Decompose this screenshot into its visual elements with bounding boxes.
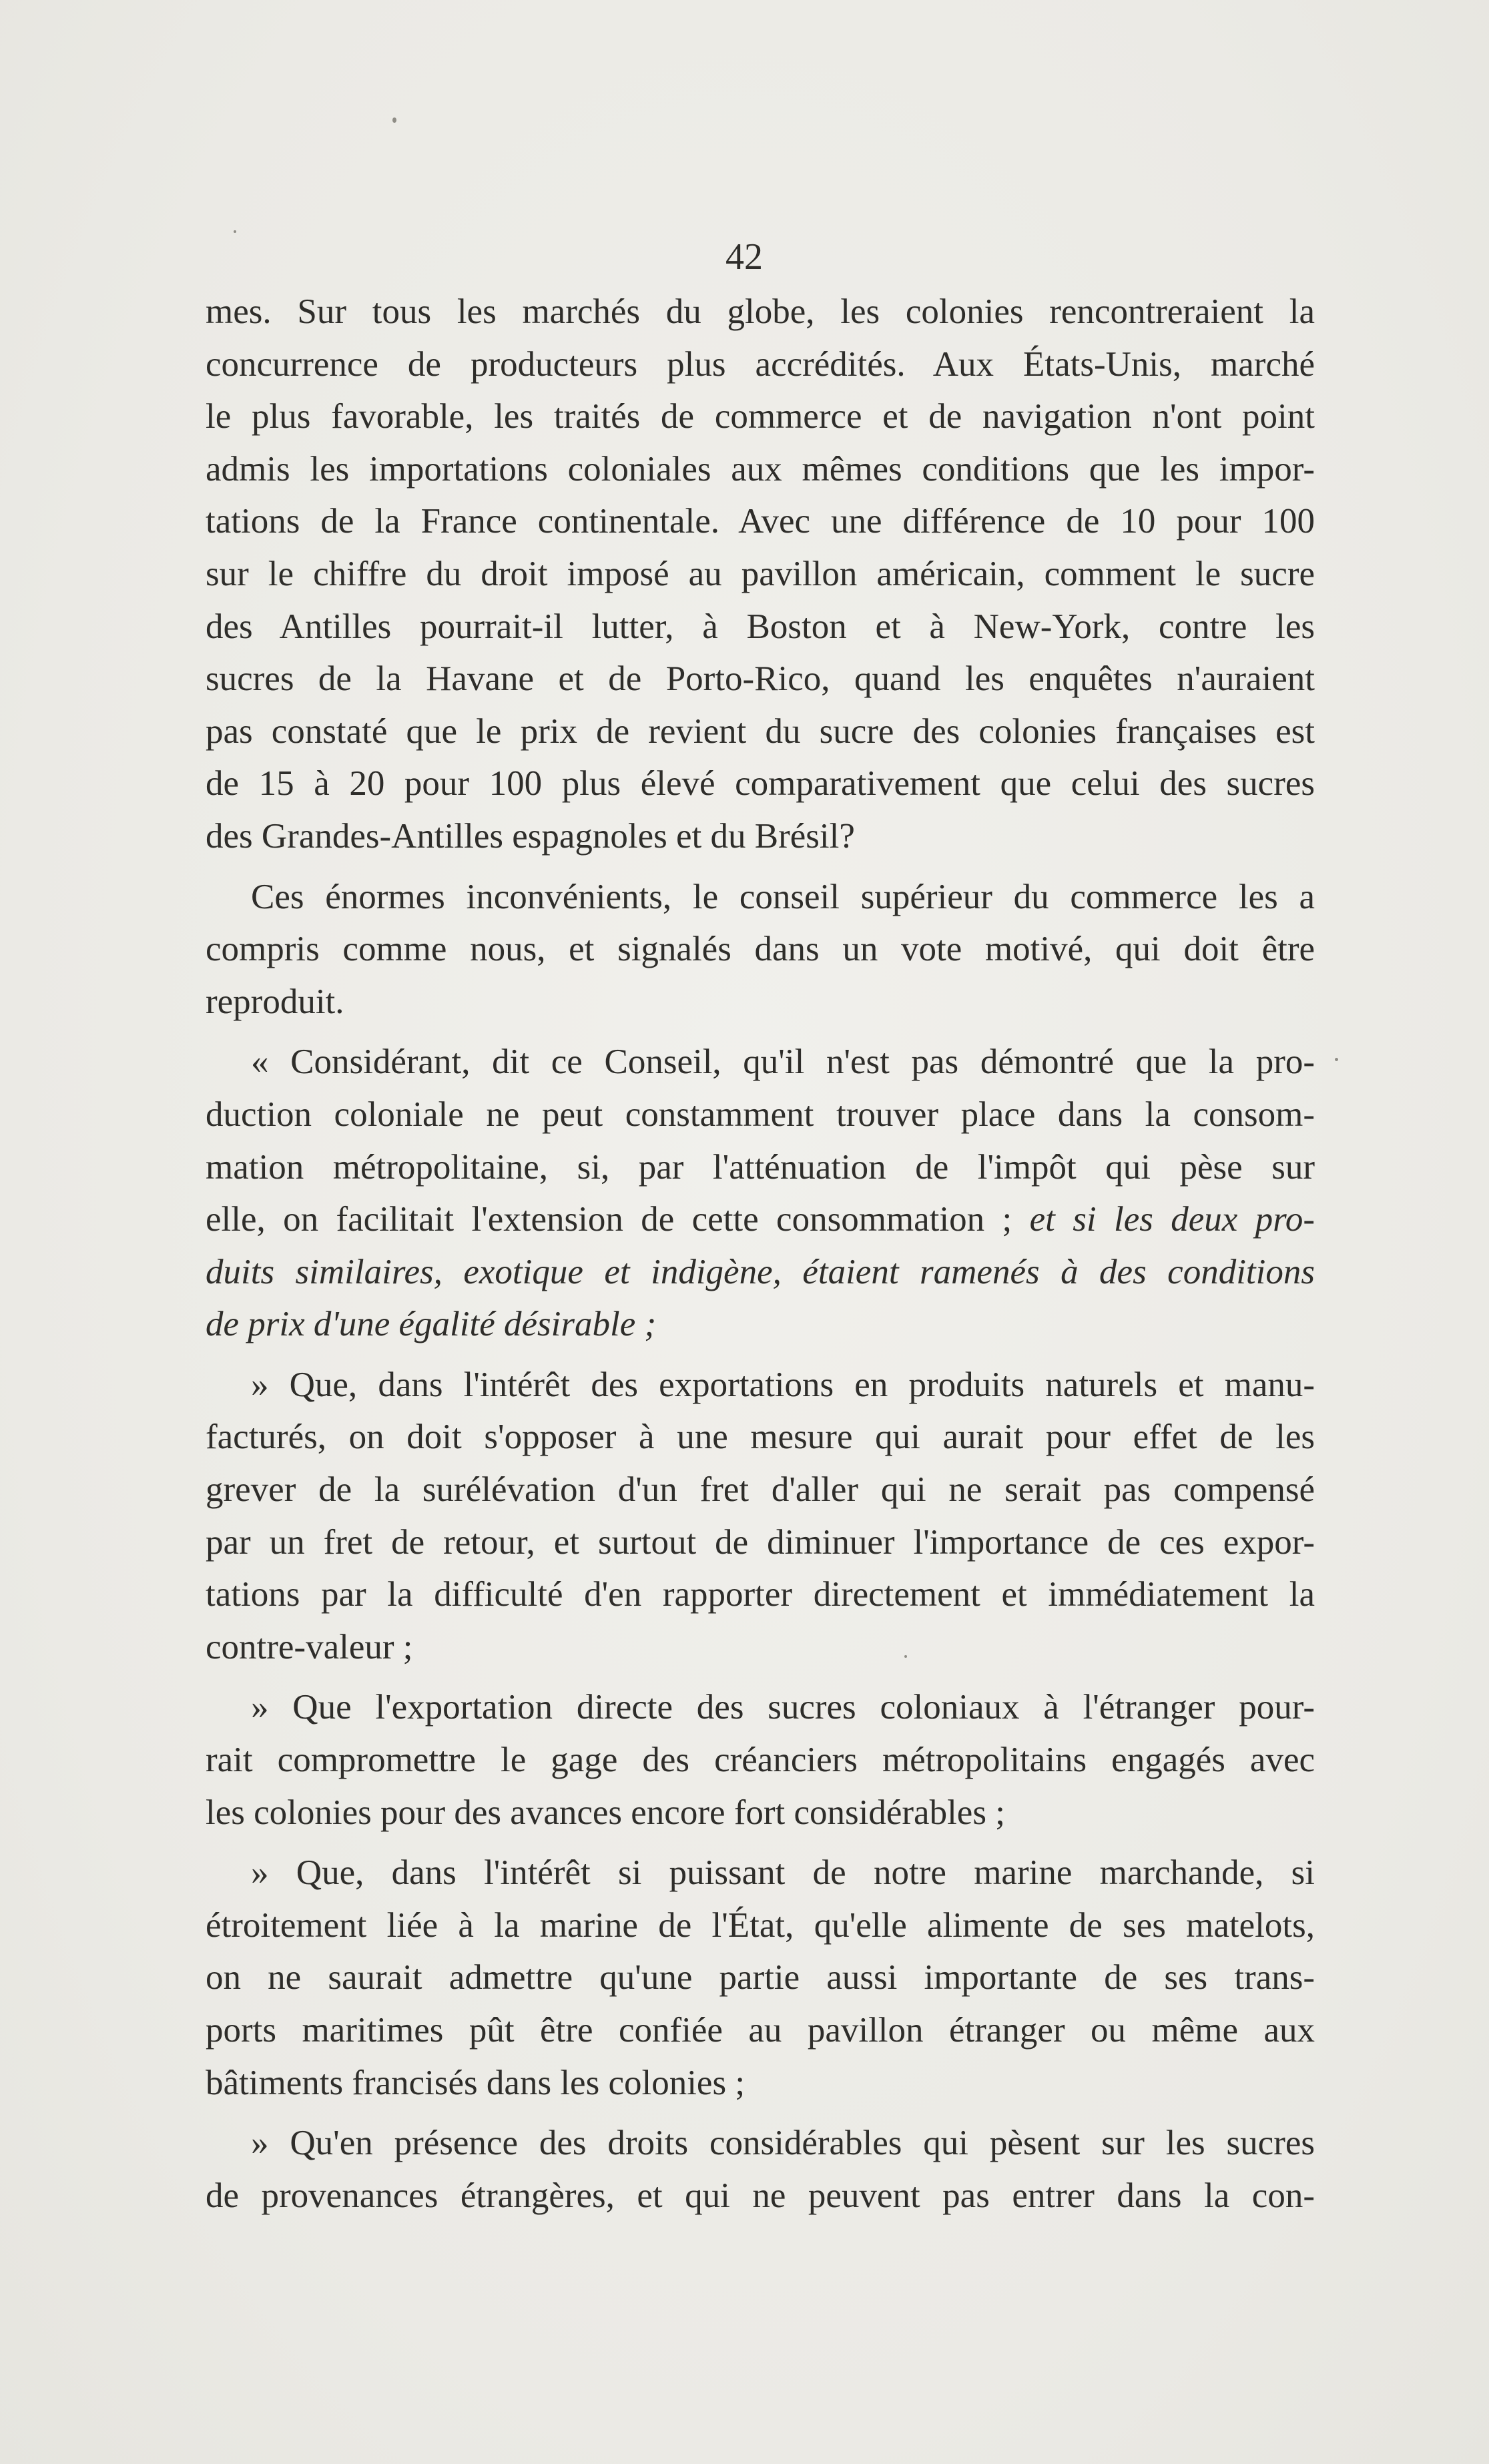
page-number: 42 <box>725 236 763 278</box>
text-line: tations par la difficulté d'en rapporter directement et immédiatement la <box>206 1575 1315 1614</box>
paper-speck <box>234 230 236 233</box>
text-line: des Antilles pourrait-il lutter, à Boston et à New-York, contre les <box>206 607 1315 646</box>
text-line: concurrence de producteurs plus accrédités. Aux États-Unis, marché <box>206 344 1315 384</box>
italic-segment: de prix d'une égalité désirable ; <box>206 1305 657 1344</box>
text-line: facturés, on doit s'opposer à une mesure qui aurait pour effet de les <box>206 1418 1315 1457</box>
text-line: les colonies pour des avances encore fort considérables ; <box>206 1793 1005 1832</box>
text-line: sur le chiffre du droit imposé au pavillon américain, comment le sucre <box>206 554 1315 593</box>
text-line: étroitement liée à la marine de l'État, qu'elle alimente de ses matelots, <box>206 1905 1315 1945</box>
paragraph-1 <box>206 286 1315 863</box>
text-line: » Que, dans l'intérêt des exportations en produits naturels et manu- <box>251 1365 1315 1404</box>
italic-segment: duits similaires, exotique et indigène, étaient ramenés à des conditions <box>206 1252 1315 1291</box>
text-line: on ne saurait admettre qu'une partie aussi importante de ses trans- <box>206 1958 1315 1997</box>
text-line: » Que l'exportation directe des sucres coloniaux à l'étranger pour- <box>251 1688 1315 1727</box>
text-line: ports maritimes pût être confiée au pavillon étranger ou même aux <box>206 2011 1315 2050</box>
paragraph-2 <box>206 871 1315 1028</box>
paragraph-6 <box>206 1847 1315 2109</box>
text-line: duction coloniale ne peut constamment trouver place dans la consom- <box>206 1095 1315 1134</box>
paragraph-5 <box>206 1681 1315 1839</box>
roman-segment: elle, on facilitait l'extension de cette consommation ; <box>206 1200 1030 1239</box>
text-line: des Grandes-Antilles espagnoles et du Brésil? <box>206 816 855 856</box>
text-line: Ces énormes inconvénients, le conseil supérieur du commerce les a <box>251 877 1315 916</box>
paragraph-3 <box>206 1036 1315 1351</box>
text-line: pas constaté que le prix de revient du sucre des colonies françaises est <box>206 711 1315 751</box>
text-line: » Qu'en présence des droits considérables qui pèsent sur les sucres <box>251 2124 1315 2163</box>
text-line: compris comme nous, et signalés dans un vote motivé, qui doit être <box>206 930 1315 969</box>
text-line: » Que, dans l'intérêt si puissant de notre marine marchande, si <box>251 1853 1315 1893</box>
text-line: bâtiments francisés dans les colonies ; <box>206 2063 746 2102</box>
text-line: de 15 à 20 pour 100 plus élevé comparativement que celui des sucres <box>206 764 1315 804</box>
italic-segment: et si les deux pro- <box>1029 1200 1315 1239</box>
paper-speck <box>1335 1058 1338 1061</box>
italic-line <box>206 1298 1315 1351</box>
text-line: mes. Sur tous les marchés du globe, les colonies rencontreraient la <box>206 292 1315 331</box>
text-line: par un fret de retour, et surtout de diminuer l'importance de ces expor- <box>206 1522 1315 1562</box>
text-line: reproduit. <box>206 982 344 1021</box>
body-text <box>206 286 1315 2230</box>
text-line: rait compromettre le gage des créanciers métropolitains engagés avec <box>206 1741 1315 1780</box>
paper-speck <box>392 117 396 123</box>
text-line: sucres de la Havane et de Porto-Rico, quand les enquêtes n'auraient <box>206 659 1315 699</box>
text-line: admis les importations coloniales aux mêmes conditions que les impor- <box>206 449 1315 489</box>
text-line: contre-valeur ; <box>206 1627 413 1666</box>
italic-line <box>206 1246 1315 1299</box>
paragraph-4 <box>206 1359 1315 1674</box>
text-line: grever de la surélévation d'un fret d'aller qui ne serait pas compensé <box>206 1470 1315 1510</box>
text-line: de provenances étrangères, et qui ne peuvent pas entrer dans la con- <box>206 2176 1315 2215</box>
text-line: mation métropolitaine, si, par l'atténuation de l'impôt qui pèse sur <box>206 1147 1315 1187</box>
text-line-mixed <box>206 1193 1315 1246</box>
text-line: « Considérant, dit ce Conseil, qu'il n'est pas démontré que la pro- <box>251 1042 1315 1082</box>
paragraph-7 <box>206 2117 1315 2222</box>
text-line: tations de la France continentale. Avec une différence de 10 pour 100 <box>206 502 1315 541</box>
text-line: le plus favorable, les traités de commerce et de navigation n'ont point <box>206 397 1315 436</box>
